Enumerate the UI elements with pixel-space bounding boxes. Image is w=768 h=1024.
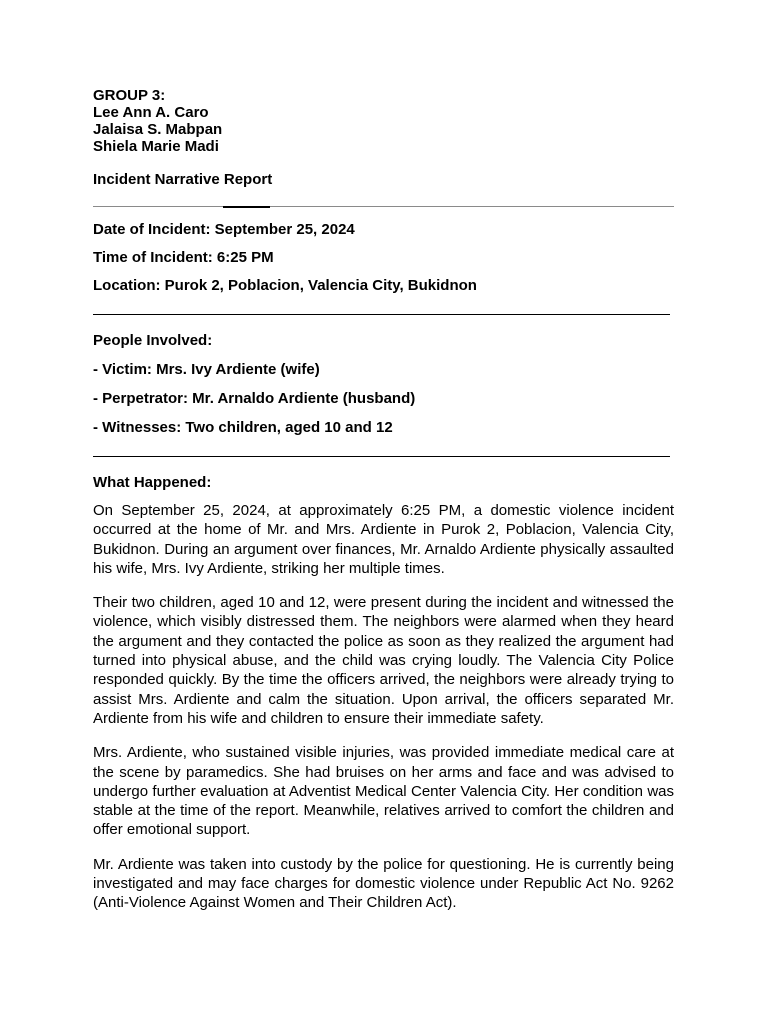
- incident-location: Location: Purok 2, Poblacion, Valencia City, Bukidnon: [93, 277, 477, 294]
- divider: [93, 456, 670, 457]
- perpetrator-item: - Perpetrator: Mr. Arnaldo Ardiente (husband): [93, 390, 416, 407]
- narrative-paragraph: Mrs. Ardiente, who sustained visible injuries, was provided immediate medical care at the scene by paramedics. She had bruises on her arms and face and was advised to undergo further evaluation at Adventist Medical Center Valencia City. Her condition was stable at the time of the report. Meanwhile, relatives arrived to comfort the children and offer emotional support.: [93, 744, 674, 839]
- people-involved-heading: People Involved:: [93, 332, 213, 349]
- divider: [93, 314, 670, 315]
- member-name: Lee Ann A. Caro: [93, 104, 209, 121]
- witnesses-item: - Witnesses: Two children, aged 10 and 12: [93, 419, 393, 436]
- group-label: GROUP 3:: [93, 87, 166, 104]
- member-name: Jalaisa S. Mabpan: [93, 121, 223, 138]
- divider: [93, 206, 674, 207]
- member-name: Shiela Marie Madi: [93, 138, 219, 155]
- incident-time: Time of Incident: 6:25 PM: [93, 249, 274, 266]
- victim-item: - Victim: Mrs. Ivy Ardiente (wife): [93, 361, 320, 378]
- incident-date: Date of Incident: September 25, 2024: [93, 221, 355, 238]
- report-title: Incident Narrative Report: [93, 171, 273, 188]
- divider-accent: [223, 206, 270, 208]
- narrative-paragraph: Their two children, aged 10 and 12, were present during the incident and witnessed the violence, which visibly distressed them. The neighbors were alarmed when they heard the argument and they contacted the police as soon as they realized the argument had turned into physical abuse, and the child was crying loudly. The Valencia City Police responded quickly. By the time the officers arrived, the neighbors were already trying to assist Mrs. Ardiente and calm the situation. Upon arrival, the officers separated Mr. Ardiente from his wife and children to ensure their immediate safety.: [93, 594, 674, 727]
- what-happened-heading: What Happened:: [93, 474, 212, 491]
- document-page: [93, 87, 674, 928]
- group-header: [93, 87, 674, 155]
- narrative-paragraph: On September 25, 2024, at approximately 6:25 PM, a domestic violence incident occurred at the home of Mr. and Mrs. Ardiente in Purok 2, Poblacion, Valencia City, Bukidnon. During an argument over finances, Mr. Arnaldo Ardiente physically assaulted his wife, Mrs. Ivy Ardiente, striking her multiple times.: [93, 502, 674, 577]
- narrative-paragraph: Mr. Ardiente was taken into custody by the police for questioning. He is currently being investigated and may face charges for domestic violence under Republic Act No. 9262 (Anti-Violence Against Women and Their Children Act).: [93, 855, 674, 912]
